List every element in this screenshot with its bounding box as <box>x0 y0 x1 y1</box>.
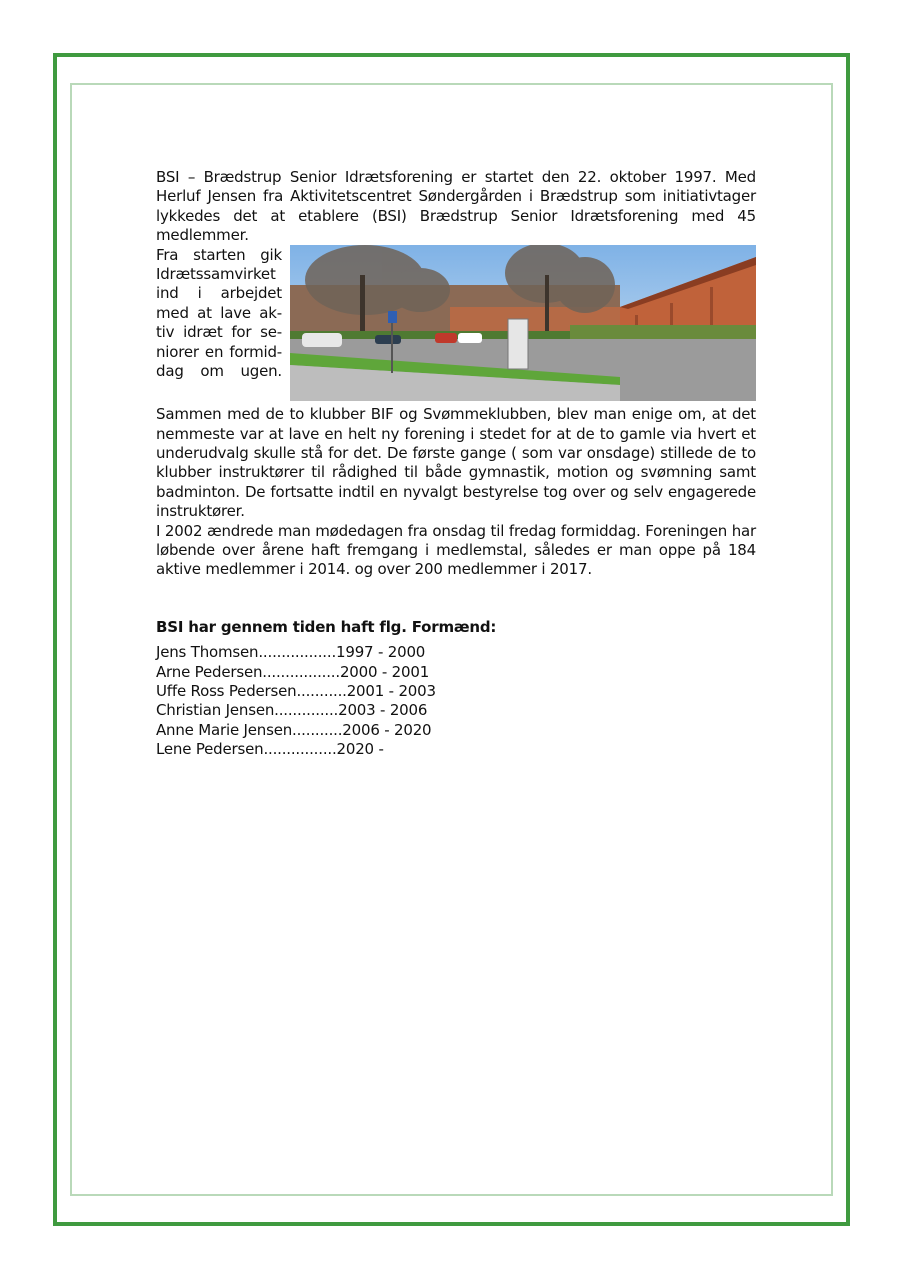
chairman-name: Christian Jensen <box>156 701 275 720</box>
leader-dots: .............. <box>274 701 339 720</box>
club-building-photo <box>290 245 756 401</box>
chairman-name: Uffe Ross Pedersen <box>156 682 297 700</box>
middle-paragraph: Sammen med de to klubber BIF og Svømmeklubben, blev man enige om, at det nemmeste var at lave en helt ny forening i stedet for at de to gamle via hvert et underudvalg skulle stå for det. De første gange ( som var onsdage) stillede de to klubber instruktører til rådighed til både gymnastik, motion og svømning samt badminton. De fortsatte indtil en nyvalgt bestyrelse tog over og selv engagerede instruktører. <box>156 405 756 521</box>
leader-dots: ........... <box>292 720 343 739</box>
start-line-6: niorer en formid- <box>156 342 282 361</box>
start-line-2: Idrætssamvirket <box>156 265 276 284</box>
leader-dots: ................. <box>262 662 340 681</box>
chairman-name: Lene Pedersen <box>156 740 264 759</box>
chairman-row <box>156 643 756 662</box>
chairmen-heading: BSI har gennem tiden haft flg. Formænd: <box>156 617 497 636</box>
start-line-1: Fra starten gik <box>156 245 282 264</box>
chairman-years: 2003 - 2006 <box>338 701 428 720</box>
end-paragraph: I 2002 ændrede man mødedagen fra onsdag til fredag formiddag. Foreningen har løbende over årene haft fremgang i medlemstal, således er man oppe på 184 aktive medlemmer i 2014. og over 200 medlemmer i 2017. <box>156 521 756 579</box>
chairman-years: 2006 - 2020 <box>342 720 432 739</box>
leader-dots: ........... <box>296 682 347 700</box>
start-line-3: ind i arbejdet <box>156 284 282 303</box>
leader-dots: ................ <box>263 740 337 759</box>
chairman-name: Arne Pedersen <box>156 662 263 681</box>
chairmen-list <box>156 643 756 759</box>
document-body <box>156 168 756 760</box>
section-spacer <box>156 580 756 618</box>
start-line-5: tiv idræt for se- <box>156 323 282 342</box>
chairman-years: 2000 - 2001 <box>339 662 430 681</box>
chairman-years: 2001 - 2003 <box>346 682 436 700</box>
chairman-row <box>156 740 756 759</box>
chairman-years: 2020 - <box>336 740 384 759</box>
chairman-row <box>156 682 756 701</box>
chairman-row <box>156 663 756 682</box>
chairman-years: 1997 - 2000 <box>336 643 426 662</box>
start-line-4: med at lave ak- <box>156 303 282 322</box>
start-line-7: dag om ugen. <box>156 362 282 381</box>
chairman-row <box>156 701 756 720</box>
intro-paragraph: BSI – Brædstrup Senior Idrætsforening er startet den 22. oktober 1997. Med Herluf Jensen fra Aktivitetscentret Søndergården i Brædstrup som initiativtager lykkedes det at etablere (BSI) Brædstrup Senior Idrætsforening med 45 medlemmer. <box>156 168 756 245</box>
chairman-name: Jens Thomsen <box>156 643 259 662</box>
chairman-row <box>156 721 756 740</box>
leader-dots: ................. <box>258 643 337 662</box>
chairman-name: Anne Marie Jensen <box>156 720 293 739</box>
